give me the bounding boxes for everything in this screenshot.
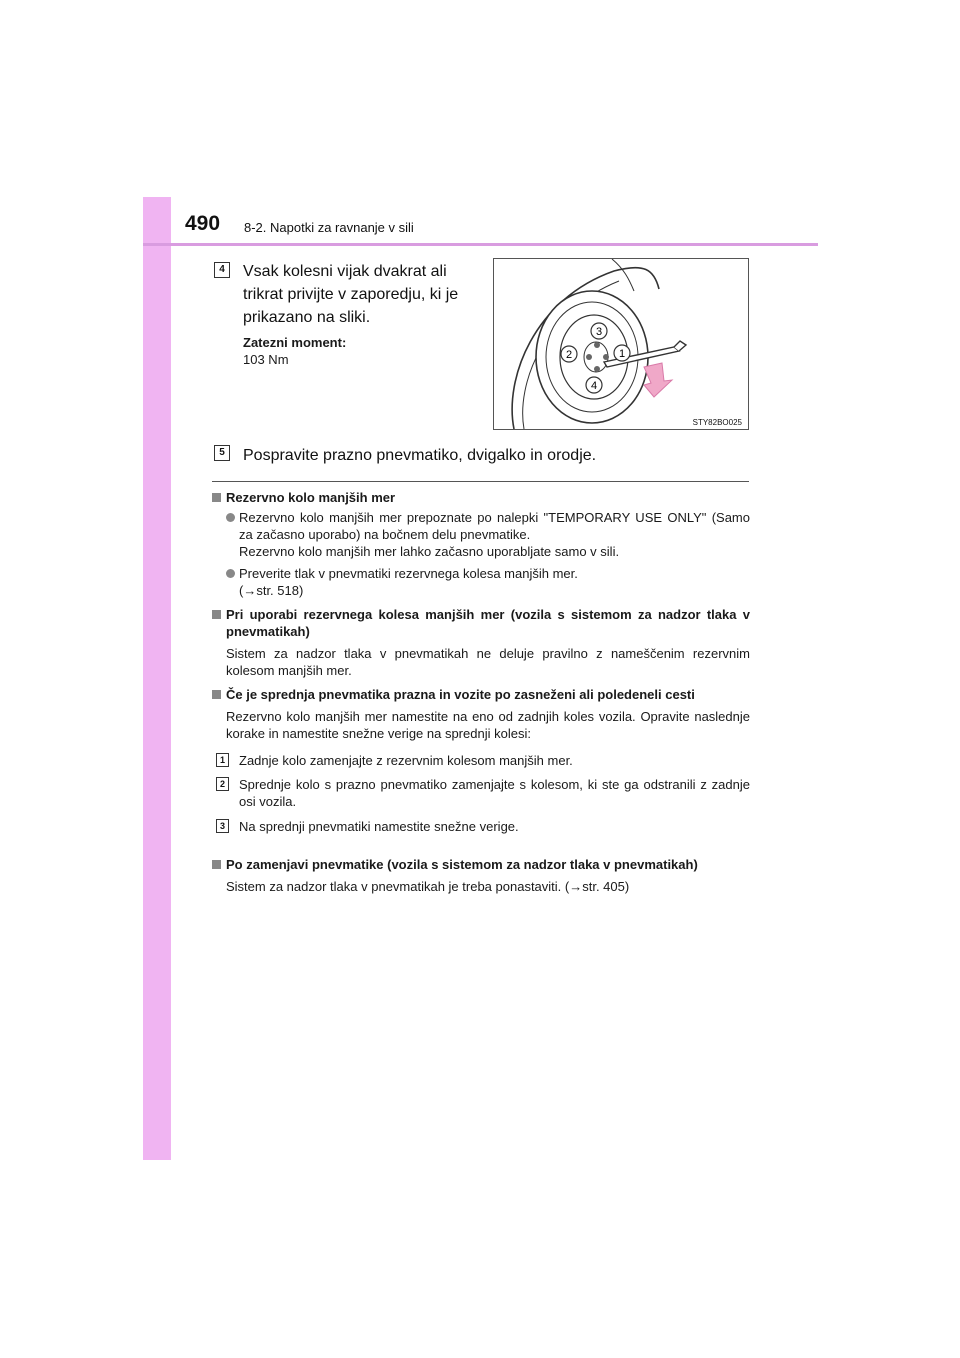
page-number: 490 [185, 212, 221, 235]
section-heading: Rezervno kolo manjših mer [212, 489, 750, 506]
bullet-dot-icon [226, 569, 235, 578]
figure-code: STY82BO025 [692, 418, 742, 427]
nut-3 [594, 342, 600, 348]
chapter-title: 8-2. Napotki za ravnanje v sili [244, 220, 414, 235]
sub-step-number: 2 [216, 777, 229, 791]
step-number-5: 5 [214, 445, 230, 461]
side-color-tab [143, 197, 171, 1160]
section-heading: Po zamenjavi pnevmatike (vozila s sistemom za nadzor tlaka v pnevmatikah) [212, 856, 750, 873]
step-number-4: 4 [214, 262, 230, 278]
square-marker-icon [212, 860, 221, 869]
direction-arrow [644, 363, 672, 397]
sub-step-2: 2 Sprednje kolo s prazno pnevmatiko zamenjajte s kolesom, ki ste ga odstranili z zadnje osi vozila. [212, 776, 750, 810]
step-4-text: Vsak kolesni vijak dvakrat ali trikrat privijte v zaporedju, ki je prikazano na sliki. [243, 263, 459, 326]
page-reference: (→str. 518) [239, 583, 304, 598]
wheel-illustration [494, 259, 748, 429]
section-body: Rezervno kolo manjših mer namestite na eno od zadnjih koles vozila. Opravite naslednje korake in namestite snežne verige na sprednji kolesi: [226, 709, 750, 741]
square-marker-icon [212, 493, 221, 502]
section-after-replacement [212, 856, 750, 895]
torque-label: Zatezni moment: [243, 335, 347, 350]
section-tpms-spare [212, 606, 750, 679]
section-snow-chains [212, 686, 750, 835]
section-separator [212, 481, 749, 482]
nut-4 [594, 366, 600, 372]
sub-step-3: 3 Na sprednji pnevmatiki namestite snežne verige. [212, 818, 750, 835]
section-body: Sistem za nadzor tlaka v pnevmatikah je treba ponastaviti. (→str. 405) [226, 879, 630, 894]
section-heading: Če je sprednja pnevmatika prazna in vozite po zasneženi ali poledeneli cesti [212, 686, 750, 703]
nut-2 [586, 354, 592, 360]
section-heading: Pri uporabi rezervnega kolesa manjših mer (vozila s sistemom za nadzor tlaka v pnevmatikah) [212, 606, 750, 640]
square-marker-icon [212, 690, 221, 699]
callout-2-label: 2 [565, 349, 573, 361]
sub-step-number: 3 [216, 819, 229, 833]
callout-3-label: 3 [595, 326, 603, 338]
bullet-item: Rezervno kolo manjših mer prepoznate po nalepki "TEMPORARY USE ONLY" (Samo za začasno uporabo) na bočnem delu pnevmatike. [212, 509, 750, 543]
square-marker-icon [212, 610, 221, 619]
step-5-text: Pospravite prazno pnevmatiko, dvigalko in orodje. [243, 447, 597, 464]
wheel-nut-tightening-figure [493, 258, 749, 430]
bullet-item: Preverite tlak v pnevmatiki rezervnega kolesa manjših mer. [212, 565, 750, 582]
callout-4-label: 4 [590, 380, 598, 392]
section-body: Sistem za nadzor tlaka v pnevmatikah ne deluje pravilno z nameščenim rezervnim kolesom manjših mer. [226, 646, 750, 678]
section-spare-tire [212, 489, 750, 599]
sub-step-1: 1 Zadnje kolo zamenjajte z rezervnim kolesom manjših mer. [212, 752, 750, 769]
bullet-dot-icon [226, 513, 235, 522]
bullet-continuation: Rezervno kolo manjših mer lahko začasno uporabljate samo v sili. [239, 544, 620, 559]
sub-step-number: 1 [216, 753, 229, 767]
body-line [612, 259, 634, 291]
header-rule [143, 243, 818, 246]
callout-1-label: 1 [618, 348, 626, 360]
nut-1 [603, 354, 609, 360]
torque-value: 103 Nm [243, 352, 289, 367]
